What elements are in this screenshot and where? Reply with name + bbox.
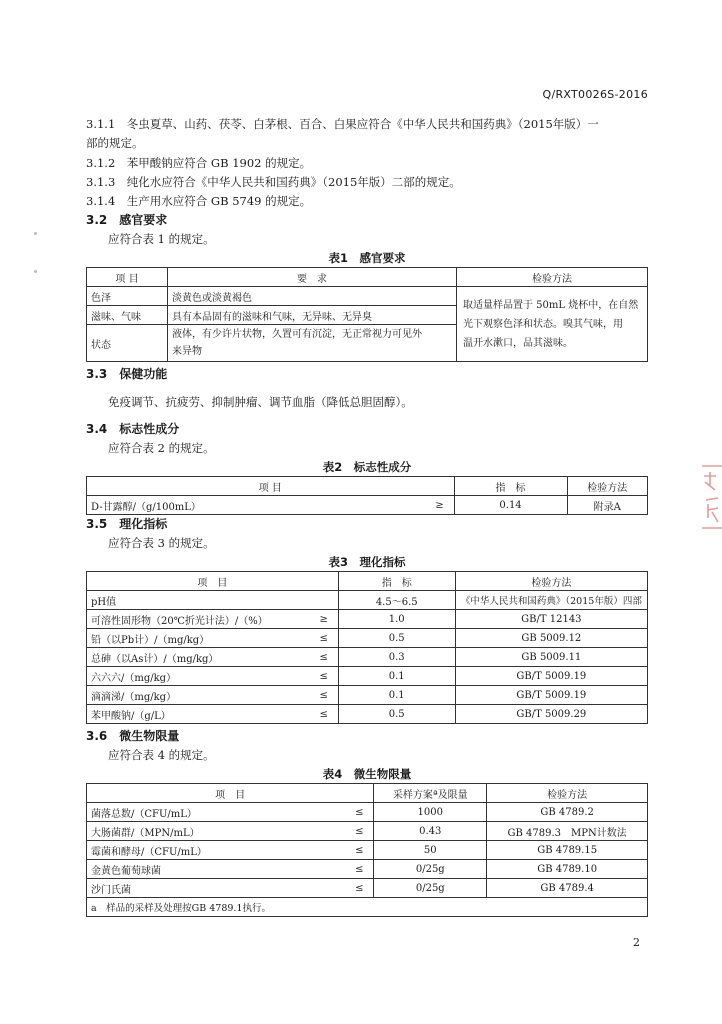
section-3-6-text: 应符合表 4 的规定。 (108, 748, 215, 762)
table3-sym: ≤ (310, 667, 339, 686)
table3-item: pH值 (87, 591, 310, 610)
table3-sym: ≤ (310, 705, 339, 724)
table4-value: 50 (374, 841, 487, 860)
table4-sym: ≤ (345, 803, 374, 822)
table-row (87, 610, 648, 629)
section-3-2-title: 3.2 感官要求 (86, 213, 168, 227)
table4 (86, 783, 648, 917)
table1-method-line: 温开水漱口，品其滋味。 (463, 337, 573, 349)
section-3-2-text: 应符合表 1 的规定。 (108, 232, 215, 246)
section-3-3-title: 3.3 保健功能 (86, 367, 168, 381)
table4-item: 霉菌和酵母/（CFU/mL） (87, 841, 346, 860)
section-3-4-text: 应符合表 2 的规定。 (108, 441, 215, 455)
table3-item: 六六六/（mg/kg） (87, 667, 310, 686)
table3-header-method: 检验方法 (455, 572, 647, 591)
table3-sym: ≤ (310, 648, 339, 667)
table-row (87, 841, 648, 860)
table2-header-item: 项 目 (87, 477, 455, 496)
table4-sym: ≤ (345, 841, 374, 860)
table4-sym: ≤ (345, 822, 374, 841)
table3-value: 0.5 (338, 629, 455, 648)
table3-item: 铅（以Pb计）/（mg/kg） (87, 629, 310, 648)
table3-item: 总砷（以As计）/（mg/kg） (87, 648, 310, 667)
table3-method: GB/T 5009.29 (455, 705, 647, 724)
table3-item: 可溶性固形物（20℃折光计法）/（%） (87, 610, 310, 629)
table4-method: GB 4789.15 (487, 841, 648, 860)
table2-header-method: 检验方法 (567, 477, 647, 496)
section-3-5-title: 3.5 理化指标 (86, 517, 168, 531)
red-stamp-edge (696, 462, 722, 532)
table-row (87, 879, 648, 898)
table3-method: 《中华人民共和国药典》（2015年版）四部 (455, 591, 647, 610)
table3 (86, 571, 648, 724)
table1-method-line: 光下观察色泽和状态。嗅其气味，用 (463, 318, 623, 330)
table2-value: 0.14 (454, 496, 567, 515)
table3-value: 4.5～6.5 (338, 591, 455, 610)
table1-item: 状态 (87, 325, 168, 362)
section-3-5-text: 应符合表 3 的规定。 (108, 536, 215, 550)
table3-sym (310, 591, 339, 610)
table1-header-item: 项 目 (87, 268, 168, 287)
table4-sym: ≤ (345, 879, 374, 898)
table1-req: 具有本品固有的滋味和气味，无异味、无异臭 (168, 306, 457, 325)
clause-3-1-1-cont: 部的规定。 (86, 136, 144, 150)
table3-item: 滴滴涕/（mg/kg） (87, 686, 310, 705)
table4-method: GB 4789.3 MPN计数法 (487, 822, 648, 841)
table-row (87, 860, 648, 879)
table3-header-value: 指 标 (338, 572, 455, 591)
table4-value: 1000 (374, 803, 487, 822)
table3-sym: ≤ (310, 686, 339, 705)
table3-caption: 表3 理化指标 (328, 555, 406, 569)
table4-header-value: 采样方案ª及限量 (374, 784, 487, 803)
table4-header-method: 检验方法 (487, 784, 648, 803)
table4-method: GB 4789.2 (487, 803, 648, 822)
table4-value: 0.43 (374, 822, 487, 841)
table3-method: GB/T 12143 (455, 610, 647, 629)
table1-caption: 表1 感官要求 (328, 251, 406, 265)
table4-method: GB 4789.4 (487, 879, 648, 898)
table-row (87, 496, 648, 515)
scan-speck (34, 270, 37, 273)
section-3-6-title: 3.6 微生物限量 (86, 729, 180, 743)
table-row (87, 629, 648, 648)
table2-sym: ≥ (426, 496, 455, 515)
table4-item: 沙门氏菌 (87, 879, 346, 898)
table-row (87, 686, 648, 705)
standard-code: Q/RXT0026S-2016 (542, 88, 648, 101)
table1-item: 色泽 (87, 287, 168, 306)
table-row (87, 803, 648, 822)
table1-header-req: 要 求 (168, 268, 457, 287)
clause-3-1-1: 3.1.1 冬虫夏草、山药、茯苓、白茅根、百合、白果应符合《中华人民共和国药典》（2015年版）一 (86, 117, 599, 131)
clause-3-1-4: 3.1.4 生产用水应符合 GB 5749 的规定。 (86, 194, 312, 208)
scan-speck (34, 232, 37, 235)
clause-3-1-3: 3.1.3 纯化水应符合《中华人民共和国药典》（2015年版）二部的规定。 (86, 175, 461, 189)
table3-sym: ≤ (310, 629, 339, 648)
table3-method: GB/T 5009.19 (455, 667, 647, 686)
table2-caption: 表2 标志性成分 (322, 460, 412, 474)
table3-item: 苯甲酸钠/（g/L） (87, 705, 310, 724)
table3-sym: ≥ (310, 610, 339, 629)
table1-method-line: 取适量样品置于 50mL 烧杯中，在自然 (463, 299, 639, 311)
table-row (87, 591, 648, 610)
table4-header-item: 项 目 (87, 784, 374, 803)
table3-value: 1.0 (338, 610, 455, 629)
table2 (86, 476, 648, 515)
table-row (87, 822, 648, 841)
table1-req (168, 325, 457, 362)
table4-value: 0/25g (374, 860, 487, 879)
table1-req-line: 来异物 (172, 346, 202, 357)
table4-footnote: a 样品的采样及处理按GB 4789.1执行。 (87, 898, 648, 917)
table3-header-item: 项 目 (87, 572, 339, 591)
table3-method: GB/T 5009.19 (455, 686, 647, 705)
table-row (87, 667, 648, 686)
table3-method: GB 5009.11 (455, 648, 647, 667)
table1-method (457, 287, 648, 362)
section-3-4-title: 3.4 标志性成分 (86, 422, 180, 436)
table4-item: 大肠菌群/（MPN/mL） (87, 822, 346, 841)
table-row (87, 287, 648, 306)
table-row (87, 705, 648, 724)
table4-caption: 表4 微生物限量 (322, 767, 412, 781)
table1-req: 淡黄色或淡黄褐色 (168, 287, 457, 306)
table-row (87, 648, 648, 667)
table4-method: GB 4789.10 (487, 860, 648, 879)
table4-item: 金黄色葡萄球菌 (87, 860, 346, 879)
table3-method: GB 5009.12 (455, 629, 647, 648)
table3-value: 0.5 (338, 705, 455, 724)
table3-value: 0.3 (338, 648, 455, 667)
section-3-3-text: 免疫调节、抗疲劳、抑制肿瘤、调节血脂（降低总胆固醇）。 (108, 395, 413, 409)
table4-item: 菌落总数/（CFU/mL） (87, 803, 346, 822)
table2-header-value: 指 标 (454, 477, 567, 496)
table3-value: 0.1 (338, 667, 455, 686)
table3-value: 0.1 (338, 686, 455, 705)
table1-header-method: 检验方法 (457, 268, 648, 287)
page-number: 2 (633, 936, 640, 949)
table-row (87, 898, 648, 917)
table4-value: 0/25g (374, 879, 487, 898)
clause-3-1-2: 3.1.2 苯甲酸钠应符合 GB 1902 的规定。 (86, 156, 312, 170)
table1-item: 滋味、气味 (87, 306, 168, 325)
table1-req-line: 液体，有少许片状物，久置可有沉淀，无正常视力可见外 (172, 329, 422, 340)
table4-sym: ≤ (345, 860, 374, 879)
table1 (86, 267, 648, 362)
table2-item: D-甘露醇/（g/100mL） (87, 496, 426, 515)
table2-method: 附录A (567, 496, 647, 515)
